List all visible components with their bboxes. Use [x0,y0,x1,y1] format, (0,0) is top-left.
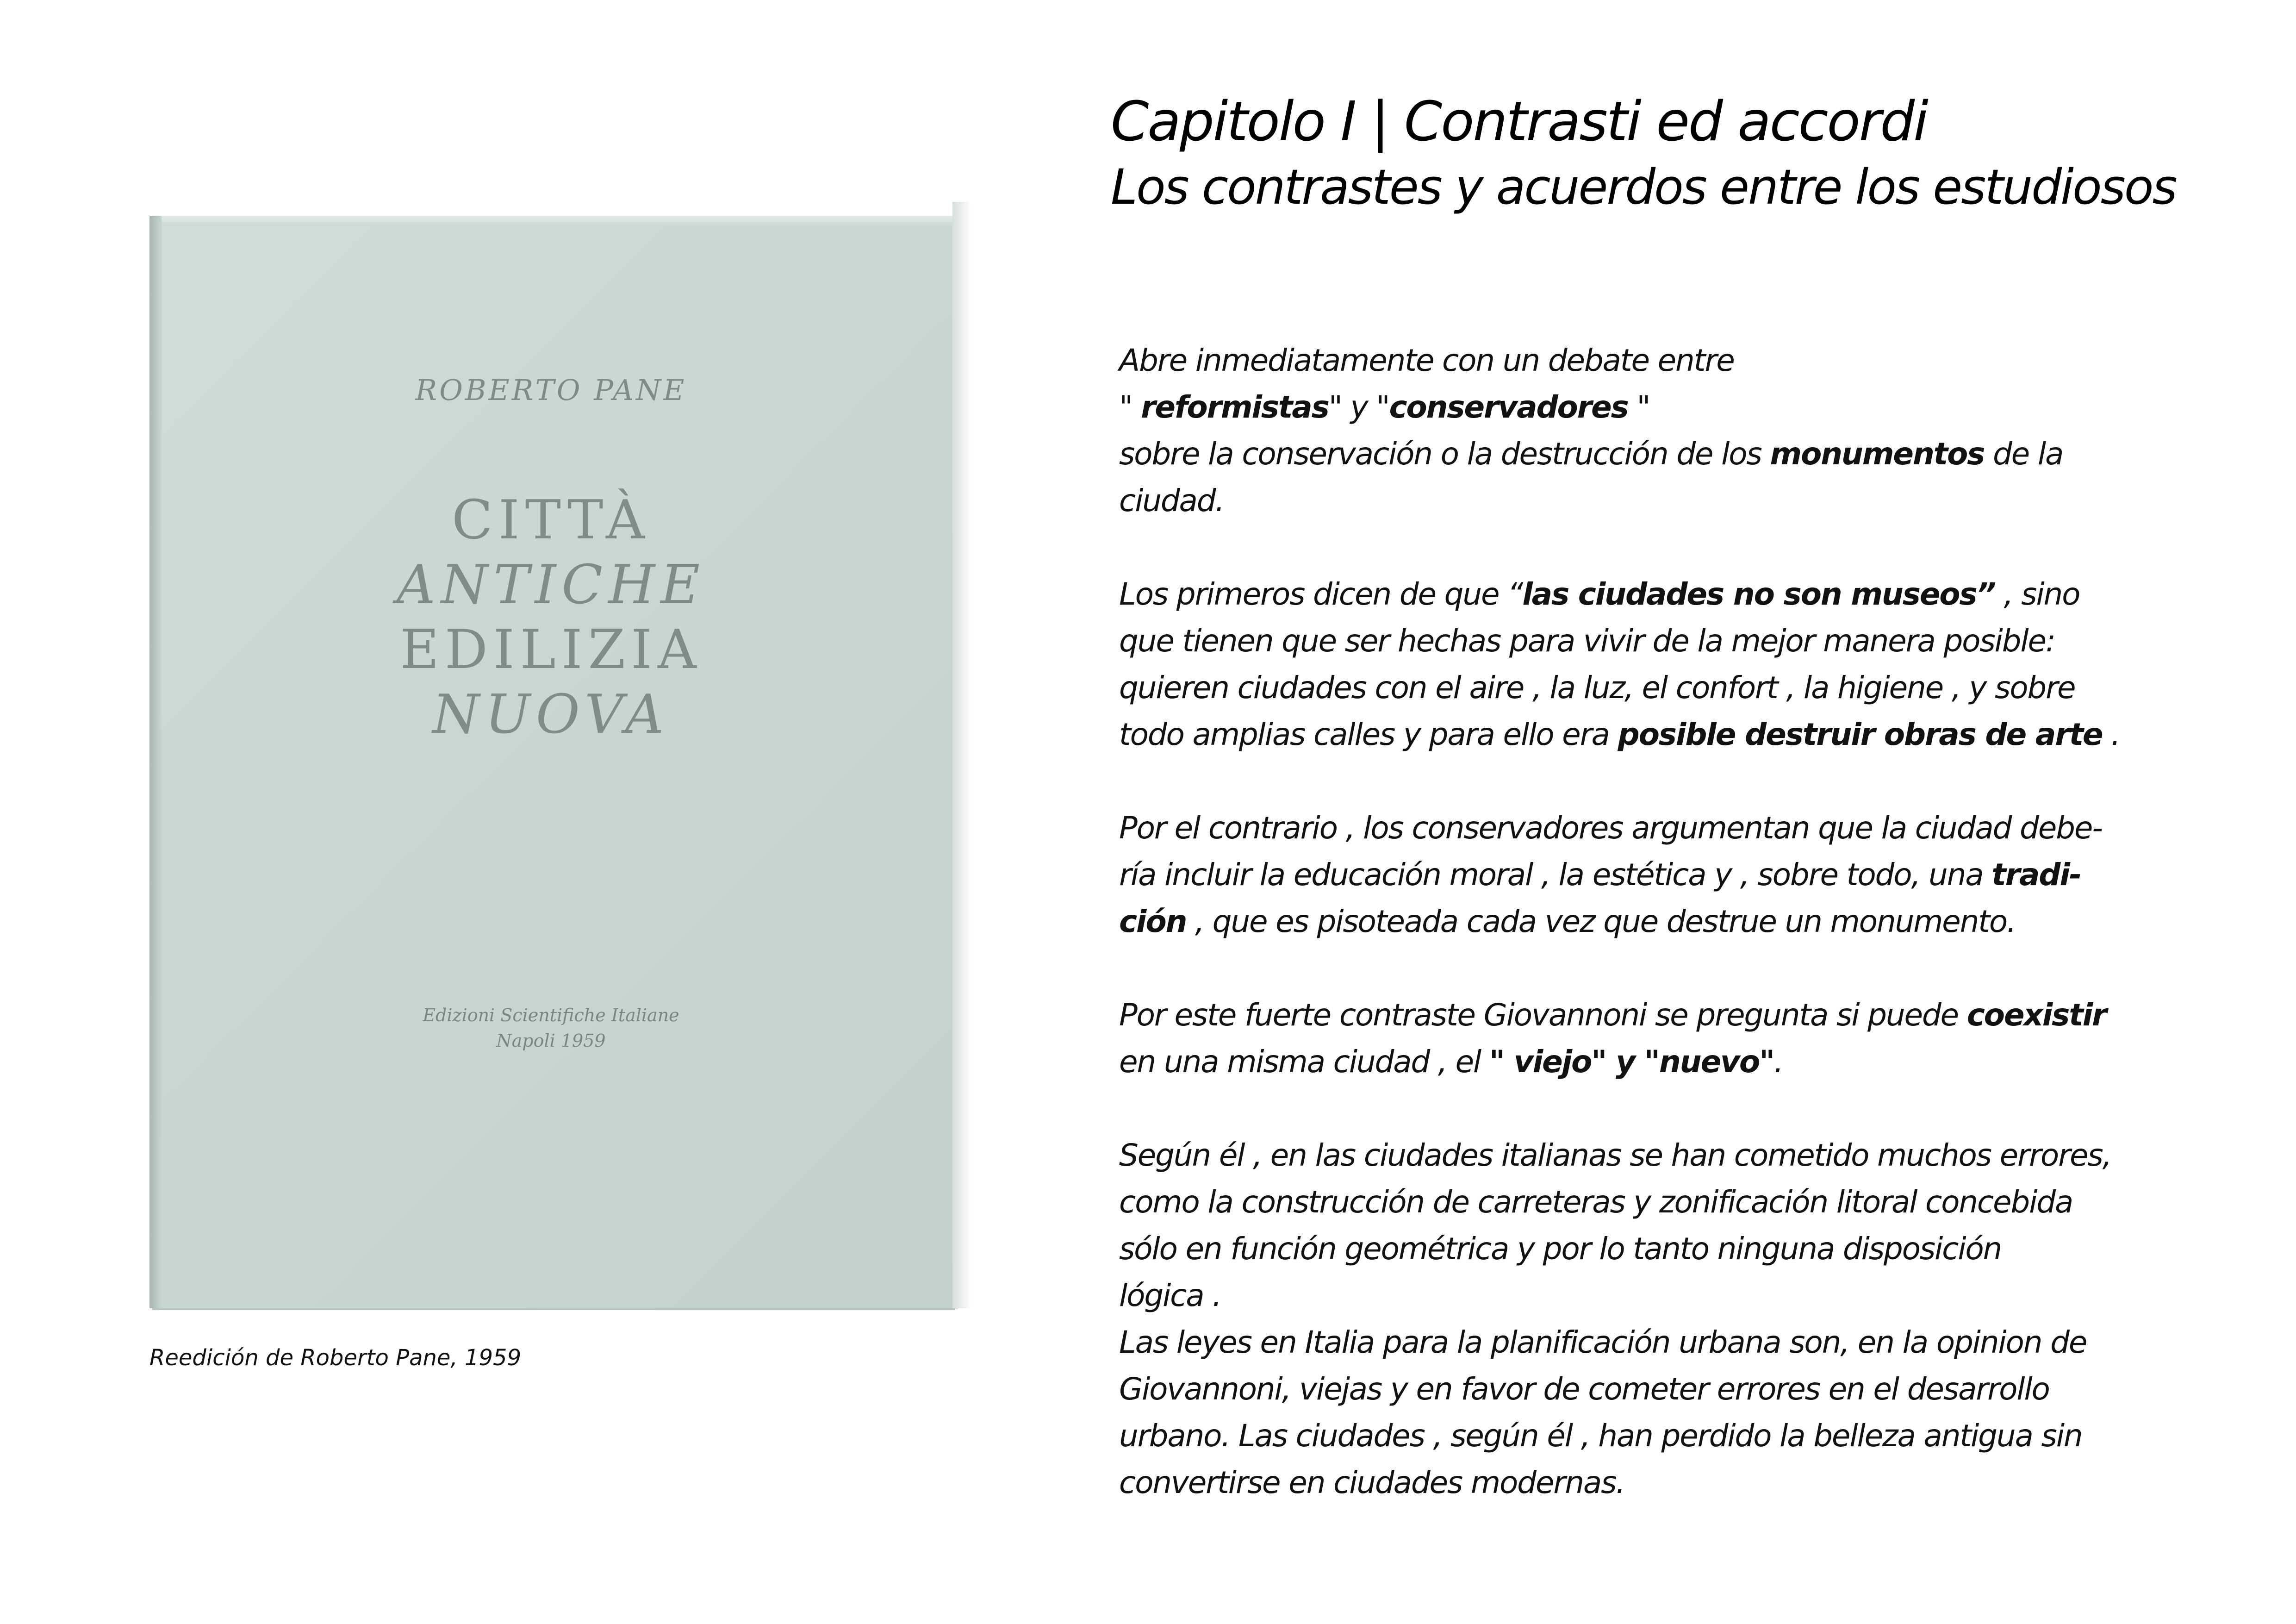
text-line: ría incluir la educación moral , la estética y , sobre todo, una tradi- [1119,857,2081,893]
bold-term-destruir: posible destruir obras de arte [1618,717,2103,752]
text-line: que tienen que ser hechas para vivir de la mejor manera posible: [1119,623,2055,659]
text-line: sobre la conservación o la destrucción de los monumentos de la [1119,436,2063,472]
text-line: convertirse en ciudades modernas. [1119,1465,1625,1500]
text-line: Giovannoni, viejas y en favor de cometer errores en el desarrollo [1119,1371,2049,1407]
text-line: Según él , en las ciudades italianas se han cometido muchos errores, [1119,1137,2111,1173]
text-line: urbano. Las ciudades , según él , han perdido la belleza antigua sin [1119,1418,2082,1454]
text-line: Por el contrario , los conservadores argumentan que la ciudad debe- [1119,810,2102,846]
bold-term-monumentos: monumentos [1770,436,1985,472]
text-line: sólo en función geométrica y por lo tanto ninguna disposición [1119,1231,2002,1267]
cover-author: ROBERTO PANE [415,373,687,407]
text-line: " reformistas" y "conservadores " [1119,389,1650,425]
bold-term-museos: las ciudades no son museos” [1522,576,1995,612]
cover-title-line-2: ANTICHE [396,554,706,616]
text-line: Las leyes en Italia para la planificación urbana son, en la opinion de [1119,1324,2087,1360]
body-text [1119,337,2184,1506]
cover-publisher-line-2: Napoli 1959 [496,1031,606,1051]
text-line: todo amplias calles y para ello era posible destruir obras de arte . [1119,717,2120,752]
cover-title-line-1: CITTÀ [452,489,650,551]
cover-title-line-3: EDILIZIA [400,618,702,681]
chapter-title: Capitolo I | Contrasti ed accordi [1111,89,1927,153]
bold-term-viejo-nuevo: " viejo" y "nuevo" [1489,1044,1774,1080]
book-cover [149,216,952,1308]
bold-term-coexistir: coexistir [1966,997,2106,1033]
text-line: Por este fuerte contraste Giovannoni se pregunta si puede coexistir [1119,997,2106,1033]
text-line: en una misma ciudad , el " viejo" y "nuevo". [1119,1044,1783,1080]
text-line: ción , que es pisoteada cada vez que destrue un monumento. [1119,904,2016,939]
bold-term-reformistas: reformistas [1140,389,1329,425]
text-line: Los primeros dicen de que “las ciudades no son museos” , sino [1119,576,2080,612]
book-page-edge [952,202,971,1308]
book-top-edge [149,216,952,226]
text-line: ciudad. [1119,483,1224,518]
cover-publisher [149,1003,952,1054]
image-caption: Reedición de Roberto Pane, 1959 [149,1345,522,1371]
bold-term-tradicion-1: tradi- [1991,857,2081,893]
text-line: Abre inmediatamente con un debate entre [1119,343,1734,378]
bold-term-tradicion-2: ción [1119,904,1187,939]
bold-term-conservadores: conservadores [1389,389,1628,425]
cover-title-line-4: NUOVA [432,683,670,746]
cover-publisher-line-1: Edizioni Scientifiche Italiane [423,1005,679,1025]
text-line: lógica . [1119,1278,1221,1313]
chapter-subtitle: Los contrastes y acuerdos entre los estudiosos [1111,159,2176,215]
text-line: quieren ciudades con el aire , la luz, el confort , la higiene , y sobre [1119,670,2075,706]
book-cover-photo [149,195,963,1310]
text-line: como la construcción de carreteras y zonificación litoral concebida [1119,1184,2073,1220]
